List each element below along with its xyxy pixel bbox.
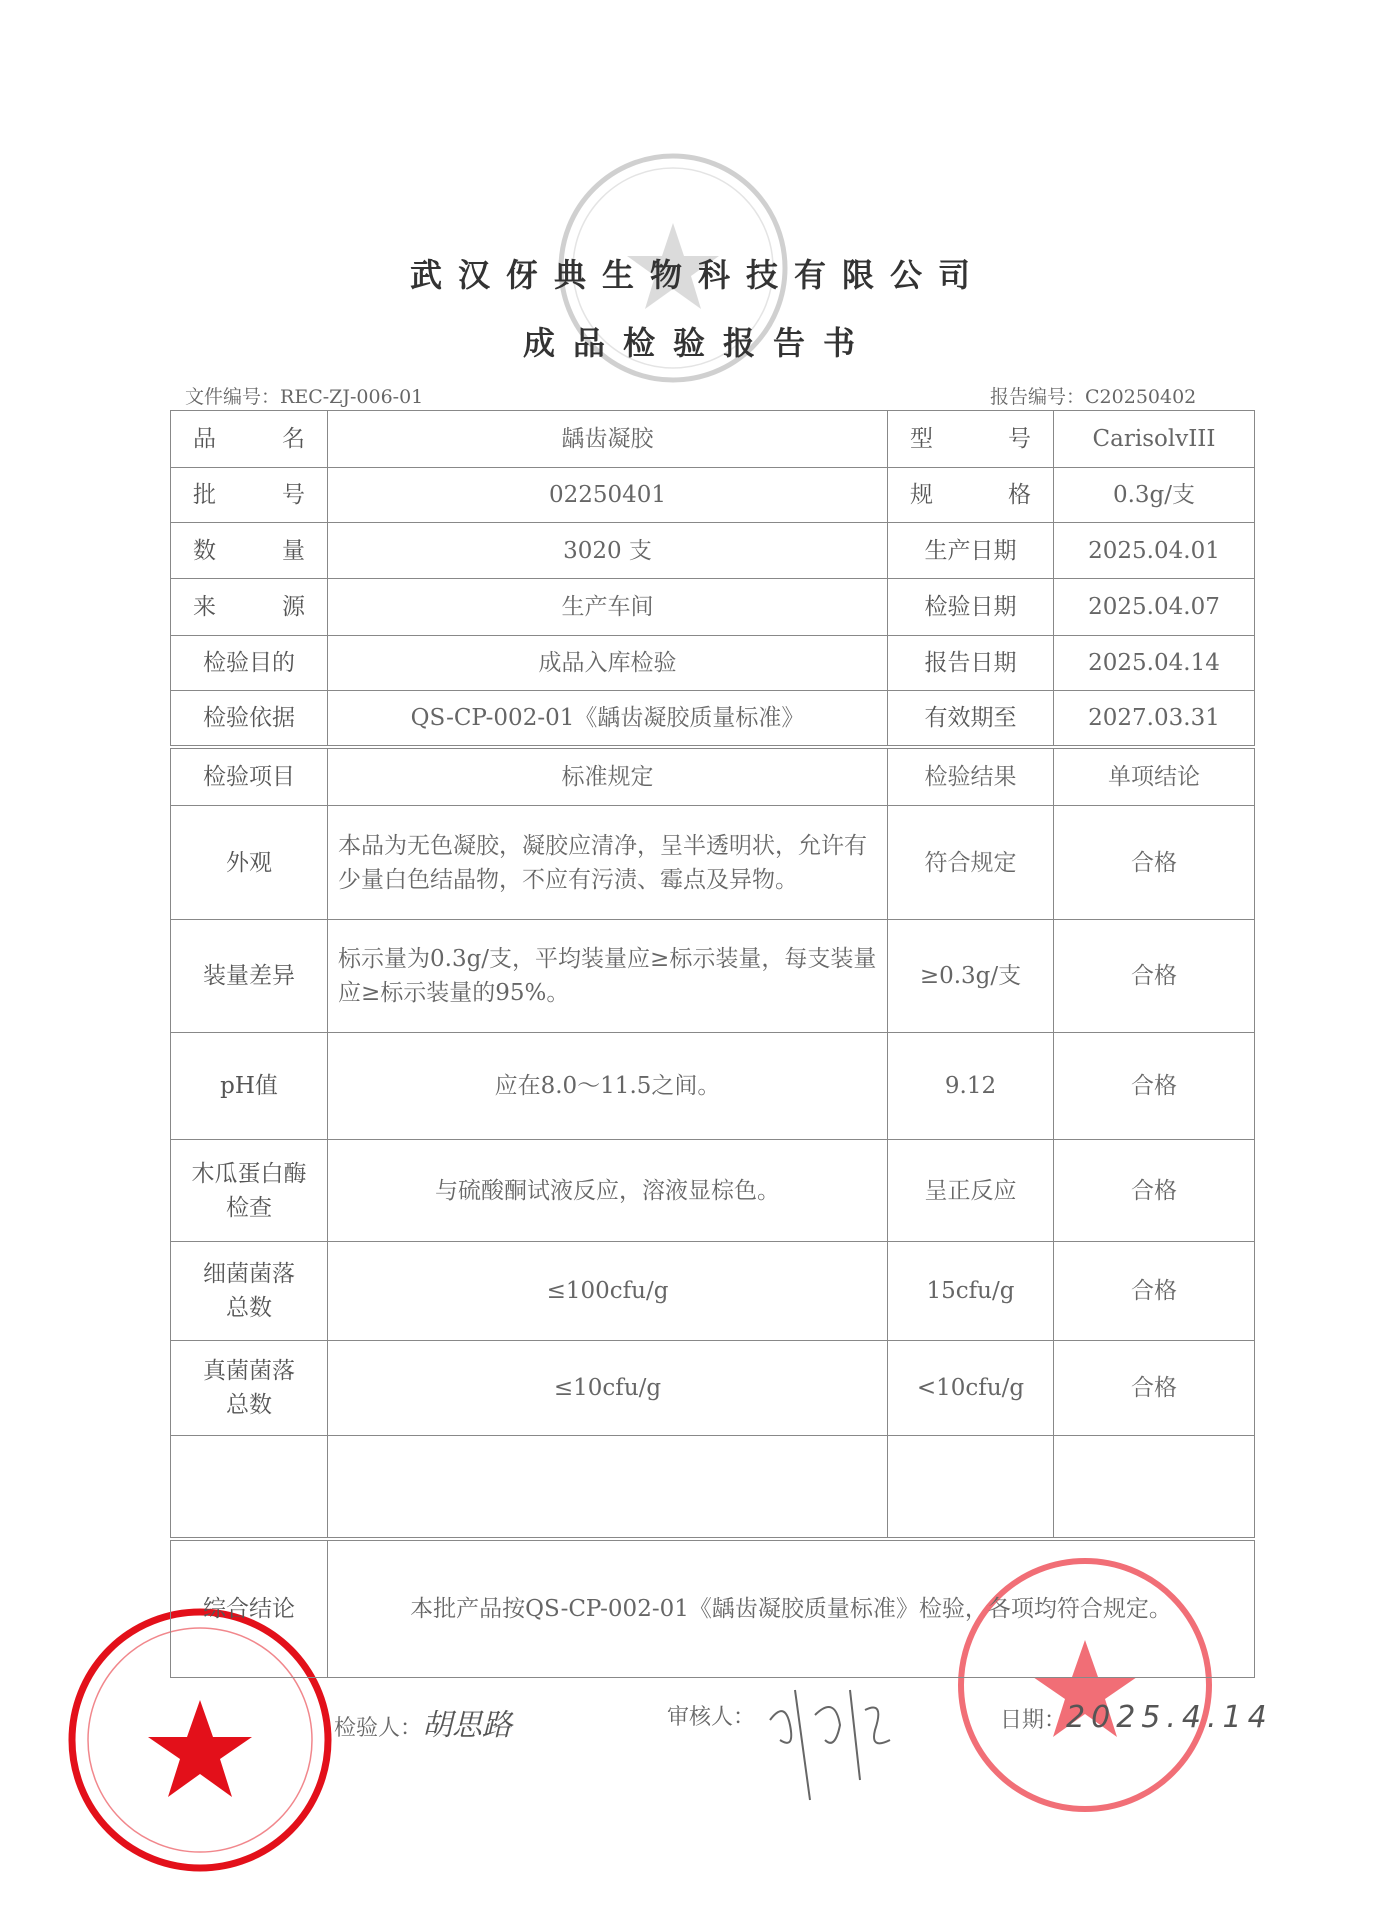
file-number-label: 文件编号：	[185, 386, 281, 408]
test-standard: ≤100cfu/g	[328, 1242, 888, 1341]
report-number	[990, 382, 1196, 409]
summary-label: 综合结论	[171, 1539, 328, 1678]
empty-cell	[328, 1436, 888, 1539]
test-result: 9.12	[888, 1033, 1054, 1140]
inspector-label: 检验人：	[334, 1716, 423, 1741]
info-row	[171, 411, 1255, 468]
info-row	[171, 468, 1255, 523]
column-header-standard: 标准规定	[328, 747, 888, 806]
report-number-value: C20250402	[1085, 386, 1197, 408]
inspection-table	[170, 410, 1255, 1678]
test-row	[171, 806, 1255, 920]
info-label: 规格	[888, 468, 1054, 523]
test-result: 符合规定	[888, 806, 1054, 920]
info-value: 3020 支	[328, 523, 888, 579]
info-value: 0.3g/支	[1054, 468, 1255, 523]
test-conclusion: 合格	[1054, 1242, 1255, 1341]
test-conclusion: 合格	[1054, 1033, 1255, 1140]
test-row	[171, 1341, 1255, 1436]
test-row	[171, 920, 1255, 1033]
test-header-row	[171, 747, 1255, 806]
test-row	[171, 1242, 1255, 1341]
info-label: 数量	[171, 523, 328, 579]
file-number	[185, 382, 423, 409]
info-value: 2025.04.01	[1054, 523, 1255, 579]
info-value: CarisolvIII	[1054, 411, 1255, 468]
info-row	[171, 523, 1255, 579]
info-label: 检验依据	[171, 691, 328, 747]
date-value: 2025.4.14	[1066, 1700, 1273, 1735]
info-value: 2027.03.31	[1054, 691, 1255, 747]
test-result: 呈正反应	[888, 1140, 1054, 1242]
inspector-name: 胡思路	[422, 1708, 513, 1743]
empty-cell	[171, 1436, 328, 1539]
test-item: pH值	[171, 1033, 328, 1140]
test-result: ≥0.3g/支	[888, 920, 1054, 1033]
summary-row	[171, 1539, 1255, 1678]
info-value: 02250401	[328, 468, 888, 523]
info-row	[171, 691, 1255, 747]
info-value: 龋齿凝胶	[328, 411, 888, 468]
reviewer-signature	[667, 1700, 755, 1731]
empty-cell	[888, 1436, 1054, 1539]
reviewer-label: 审核人：	[667, 1705, 756, 1730]
test-conclusion: 合格	[1054, 920, 1255, 1033]
test-item: 装量差异	[171, 920, 328, 1033]
info-row	[171, 636, 1255, 691]
test-row	[171, 1140, 1255, 1242]
test-item: 外观	[171, 806, 328, 920]
test-conclusion: 合格	[1054, 1140, 1255, 1242]
info-value: 2025.04.07	[1054, 579, 1255, 636]
empty-row	[171, 1436, 1255, 1539]
test-standard: 本品为无色凝胶，凝胶应清净，呈半透明状，允许有少量白色结晶物，不应有污渍、霉点及异物。	[328, 806, 888, 920]
info-label: 有效期至	[888, 691, 1054, 747]
column-header-result: 检验结果	[888, 747, 1054, 806]
info-value: 2025.04.14	[1054, 636, 1255, 691]
column-header-item: 检验项目	[171, 747, 328, 806]
info-label: 来源	[171, 579, 328, 636]
info-label: 型号	[888, 411, 1054, 468]
test-standard: 应在8.0～11.5之间。	[328, 1033, 888, 1140]
inspector-signature	[334, 1700, 512, 1744]
reviewer-handwritten-signature	[765, 1670, 905, 1810]
info-row	[171, 579, 1255, 636]
info-label: 品名	[171, 411, 328, 468]
document-title: 成品检验报告书	[522, 324, 873, 362]
report-number-label: 报告编号：	[990, 386, 1086, 408]
empty-cell	[1054, 1436, 1255, 1539]
info-label: 报告日期	[888, 636, 1054, 691]
info-value: 生产车间	[328, 579, 888, 636]
file-number-value: REC-ZJ-006-01	[280, 386, 424, 408]
test-result: <10cfu/g	[888, 1341, 1054, 1436]
test-conclusion: 合格	[1054, 1341, 1255, 1436]
date-label: 日期：	[1000, 1708, 1067, 1733]
test-standard: ≤10cfu/g	[328, 1341, 888, 1436]
test-item: 细菌菌落总数	[171, 1242, 328, 1341]
info-label: 生产日期	[888, 523, 1054, 579]
info-label: 批号	[171, 468, 328, 523]
test-item: 木瓜蛋白酶检查	[171, 1140, 328, 1242]
date-signature	[1000, 1700, 1273, 1735]
test-standard: 与硫酸酮试液反应，溶液显棕色。	[328, 1140, 888, 1242]
test-item: 真菌菌落总数	[171, 1341, 328, 1436]
info-value: 成品入库检验	[328, 636, 888, 691]
test-row	[171, 1033, 1255, 1140]
test-standard: 标示量为0.3g/支，平均装量应≥标示装量，每支装量应≥标示装量的95%。	[328, 920, 888, 1033]
info-label: 检验日期	[888, 579, 1054, 636]
test-conclusion: 合格	[1054, 806, 1255, 920]
summary-text: 本批产品按QS-CP-002-01《龋齿凝胶质量标准》检验，各项均符合规定。	[328, 1539, 1255, 1678]
company-name: 武汉伢典生物科技有限公司	[409, 256, 986, 294]
test-result: 15cfu/g	[888, 1242, 1054, 1341]
column-header-conclusion: 单项结论	[1054, 747, 1255, 806]
info-value: QS-CP-002-01《龋齿凝胶质量标准》	[328, 691, 888, 747]
info-label: 检验目的	[171, 636, 328, 691]
